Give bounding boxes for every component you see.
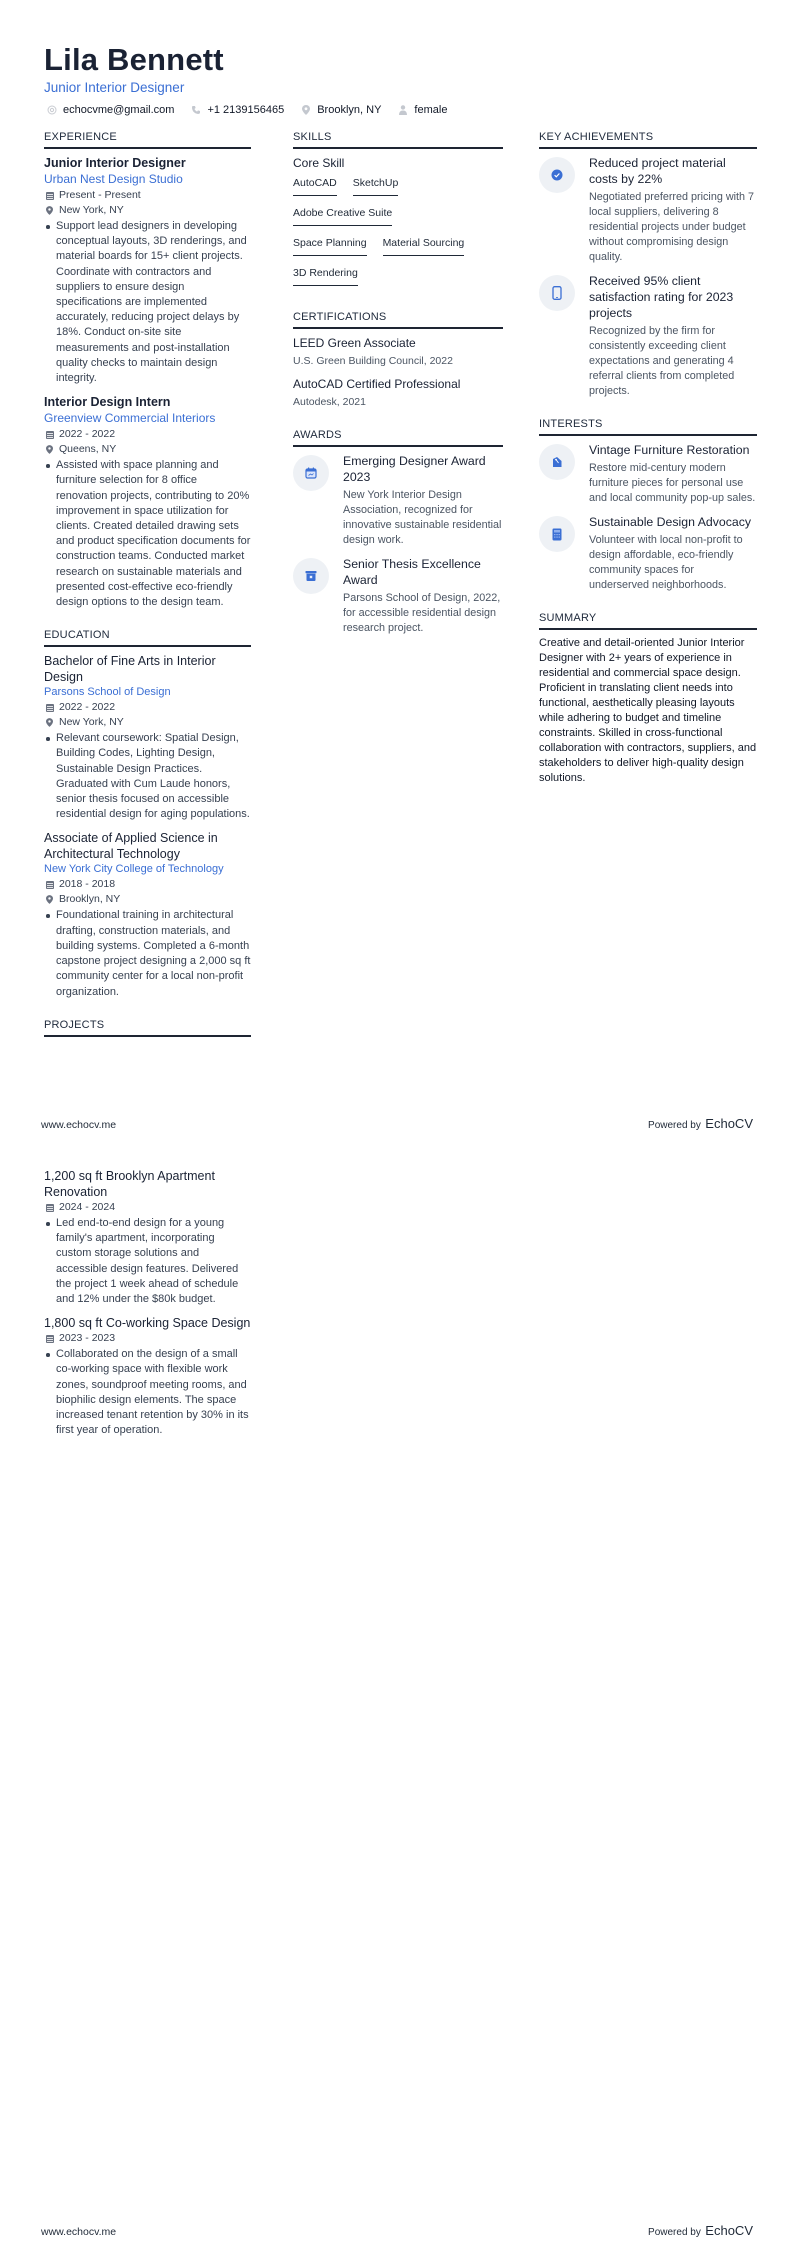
award-item — [293, 556, 503, 636]
project-name: 1,200 sq ft Brooklyn Apartment Renovation — [44, 1169, 215, 1199]
interest-description: Volunteer with local non-profit to design affordable, eco-friendly community spaces for underserved neighborhoods. — [589, 534, 743, 591]
achievement-description: Negotiated preferred pricing with 7 local suppliers, delivering 8 residential projects under budget without compromising design quality. — [589, 191, 755, 263]
map-pin-icon — [46, 718, 54, 727]
skill-tag: Space Planning — [293, 234, 367, 256]
awards-section — [293, 428, 503, 636]
date-range: 2018 - 2018 — [44, 877, 251, 892]
section-title: PROJECTS — [44, 1018, 251, 1037]
powered-by: Powered by EchoCV — [648, 1116, 753, 1131]
job-location: New York, NY — [44, 203, 251, 218]
project-description: Led end-to-end design for a young family's apartment, incorporating custom storage solutions and accessible design features. Delivered the project 1 week ahead of schedule and 12% under the $80k budget. — [44, 1216, 251, 1307]
project-description: Collaborated on the design of a small co-working space with flexible work zones, soundproof meeting rooms, and biophilic design elements. The space increased tenant retention by 30% in its first year of operation. — [44, 1347, 251, 1438]
achievement-item — [539, 155, 757, 265]
project-entry — [44, 1315, 251, 1438]
middle-column — [293, 130, 503, 654]
calculator-icon — [539, 516, 575, 552]
phone-icon — [191, 105, 201, 115]
achievement-item — [539, 273, 757, 399]
date-range: 2024 - 2024 — [44, 1200, 251, 1215]
tag-icon — [539, 444, 575, 480]
project-name: 1,800 sq ft Co-working Space Design — [44, 1316, 251, 1331]
contact-bar — [44, 104, 461, 116]
candidate-role: Junior Interior Designer — [44, 80, 185, 95]
email-text: echocvme@gmail.com — [63, 104, 175, 116]
job-title: Interior Design Intern — [44, 395, 171, 410]
award-title: Emerging Designer Award 2023 — [343, 454, 486, 484]
contact-phone[interactable] — [188, 104, 284, 116]
school-location: Brooklyn, NY — [44, 892, 251, 907]
calendar-icon — [46, 880, 54, 889]
resume-header — [44, 42, 461, 116]
certification-name: AutoCAD Certified Professional — [293, 377, 461, 391]
project-entry — [44, 1168, 251, 1307]
experience-entry — [44, 155, 251, 386]
education-entry — [44, 830, 251, 999]
date-range: 2022 - 2022 — [44, 427, 251, 442]
interest-description: Restore mid-century modern furniture pieces for personal use and local community pop-up sales. — [589, 462, 756, 504]
summary-text: Creative and detail-oriented Junior Interior Designer with 2+ years of experience in residential and commercial space design. Proficient in translating client needs into functional, aesthetically pleasing layouts while adhering to budget and timeline constraints. Skilled in cross-functional collaboration with contractors, suppliers, and stakeholders to deliver high-quality design solutions. — [539, 637, 757, 784]
school-location: New York, NY — [44, 715, 251, 730]
achievement-title: Reduced project material costs by 22% — [589, 156, 726, 186]
skill-tag: AutoCAD — [293, 174, 337, 196]
job-location: Queens, NY — [44, 442, 251, 457]
date-range: Present - Present — [44, 188, 251, 203]
summary-section — [539, 611, 757, 786]
map-pin-icon — [46, 206, 54, 215]
page-footer — [41, 2222, 753, 2240]
school-name: Parsons School of Design — [44, 686, 171, 699]
at-sign-icon — [47, 105, 57, 115]
calendar-icon — [46, 703, 54, 712]
interest-item — [539, 514, 757, 593]
skill-group-title: Core Skill — [293, 156, 345, 170]
award-item — [293, 453, 503, 548]
archive-box-icon — [293, 558, 329, 594]
skills-section — [293, 130, 503, 294]
calendar-icon — [293, 455, 329, 491]
calendar-icon — [46, 1203, 54, 1212]
resume-page-2 — [0, 1123, 794, 2246]
check-circle-icon — [539, 157, 575, 193]
date-range: 2023 - 2023 — [44, 1331, 251, 1346]
certification-issuer: Autodesk, 2021 — [293, 396, 366, 408]
award-title: Senior Thesis Excellence Award — [343, 557, 481, 587]
skill-list — [293, 174, 503, 294]
education-description: Foundational training in architectural drafting, construction materials, and building systems. Completed a 6-month capstone project designing a 2,000 sq ft community center for a local non-profit organization. — [44, 908, 251, 999]
interest-title: Vintage Furniture Restoration — [589, 443, 750, 457]
interest-item — [539, 442, 757, 506]
gender-text: female — [414, 104, 448, 116]
right-column — [539, 130, 757, 804]
certification-item — [293, 376, 503, 410]
skill-tag: SketchUp — [353, 174, 399, 196]
phone-text: +1 2139156465 — [207, 104, 285, 116]
award-description: New York Interior Design Association, recognized for innovative sustainable residential design work. — [343, 489, 502, 546]
company-name: Greenview Commercial Interiors — [44, 411, 216, 426]
school-name: New York City College of Technology — [44, 863, 224, 876]
certifications-section — [293, 310, 503, 410]
projects-continued — [44, 1168, 251, 1446]
section-title: KEY ACHIEVEMENTS — [539, 130, 757, 149]
skill-tag: Material Sourcing — [383, 234, 465, 256]
candidate-name: Lila Bennett — [44, 42, 224, 77]
map-pin-icon — [46, 445, 54, 454]
experience-section — [44, 130, 251, 610]
achievement-description: Recognized by the firm for consistently exceeding client expectations and generating 4 referral clients from completed projects. — [589, 325, 735, 397]
calendar-icon — [46, 430, 54, 439]
brand-name: EchoCV — [705, 2223, 753, 2238]
certification-name: LEED Green Associate — [293, 336, 416, 350]
section-title: SKILLS — [293, 130, 503, 149]
contact-email[interactable] — [44, 104, 174, 116]
projects-section-header — [44, 1018, 251, 1037]
award-description: Parsons School of Design, 2022, for accessible residential design research project. — [343, 592, 501, 634]
contact-gender — [395, 104, 447, 116]
experience-entry — [44, 394, 251, 610]
job-title: Junior Interior Designer — [44, 156, 186, 170]
calendar-icon — [46, 1334, 54, 1343]
website-link[interactable]: www.echocv.me — [41, 1119, 117, 1131]
section-title: SUMMARY — [539, 611, 757, 630]
section-title: CERTIFICATIONS — [293, 310, 503, 329]
website-link[interactable]: www.echocv.me — [41, 2226, 117, 2238]
interest-title: Sustainable Design Advocacy — [589, 515, 752, 529]
location-text: Brooklyn, NY — [317, 104, 382, 116]
section-title: AWARDS — [293, 428, 503, 447]
education-description: Relevant coursework: Spatial Design, Building Codes, Lighting Design, Sustainable Design Practices. Graduated with Cum Laude honors, senior thesis focused on accessible residential design for aging populations. — [44, 731, 251, 822]
interests-section — [539, 417, 757, 593]
skill-tag: 3D Rendering — [293, 264, 358, 286]
user-icon — [398, 105, 408, 115]
job-description: Support lead designers in developing conceptual layouts, 3D renderings, and material boards for 15+ client projects. Coordinate with contractors and suppliers to ensure design specifications are implemented accurately, reducing project delays by 18%. Conduct on-site site measurements and post-installation quality checks to maintain design integrity. — [44, 219, 251, 386]
degree-title: Associate of Applied Science in Architectural Technology — [44, 831, 218, 862]
contact-location — [298, 104, 381, 116]
section-title: EXPERIENCE — [44, 130, 251, 149]
map-pin-icon — [46, 895, 54, 904]
left-column — [44, 130, 251, 1055]
powered-by: Powered by EchoCV — [648, 2223, 753, 2238]
certification-item — [293, 335, 503, 369]
map-pin-icon — [301, 105, 311, 115]
degree-title: Bachelor of Fine Arts in Interior Design — [44, 654, 216, 685]
education-section — [44, 628, 251, 999]
calendar-icon — [46, 191, 54, 200]
job-description: Assisted with space planning and furniture selection for 8 office renovation projects, contributing to 20% improvement in space utilization for clients. Created detailed drawing sets and product specification documents for construction teams. Conducted market research on sustainable materials and presented cost-effective eco-friendly design options to the design team. — [44, 458, 251, 610]
certification-issuer: U.S. Green Building Council, 2022 — [293, 355, 453, 367]
company-name: Urban Nest Design Studio — [44, 172, 183, 186]
mobile-phone-icon — [539, 275, 575, 311]
skill-tag: Adobe Creative Suite — [293, 204, 392, 226]
achievement-title: Received 95% client satisfaction rating for 2023 projects — [589, 274, 734, 320]
brand-name: EchoCV — [705, 1116, 753, 1131]
date-range: 2022 - 2022 — [44, 700, 251, 715]
education-entry — [44, 653, 251, 822]
key-achievements-section — [539, 130, 757, 399]
section-title: EDUCATION — [44, 628, 251, 647]
section-title: INTERESTS — [539, 417, 757, 436]
